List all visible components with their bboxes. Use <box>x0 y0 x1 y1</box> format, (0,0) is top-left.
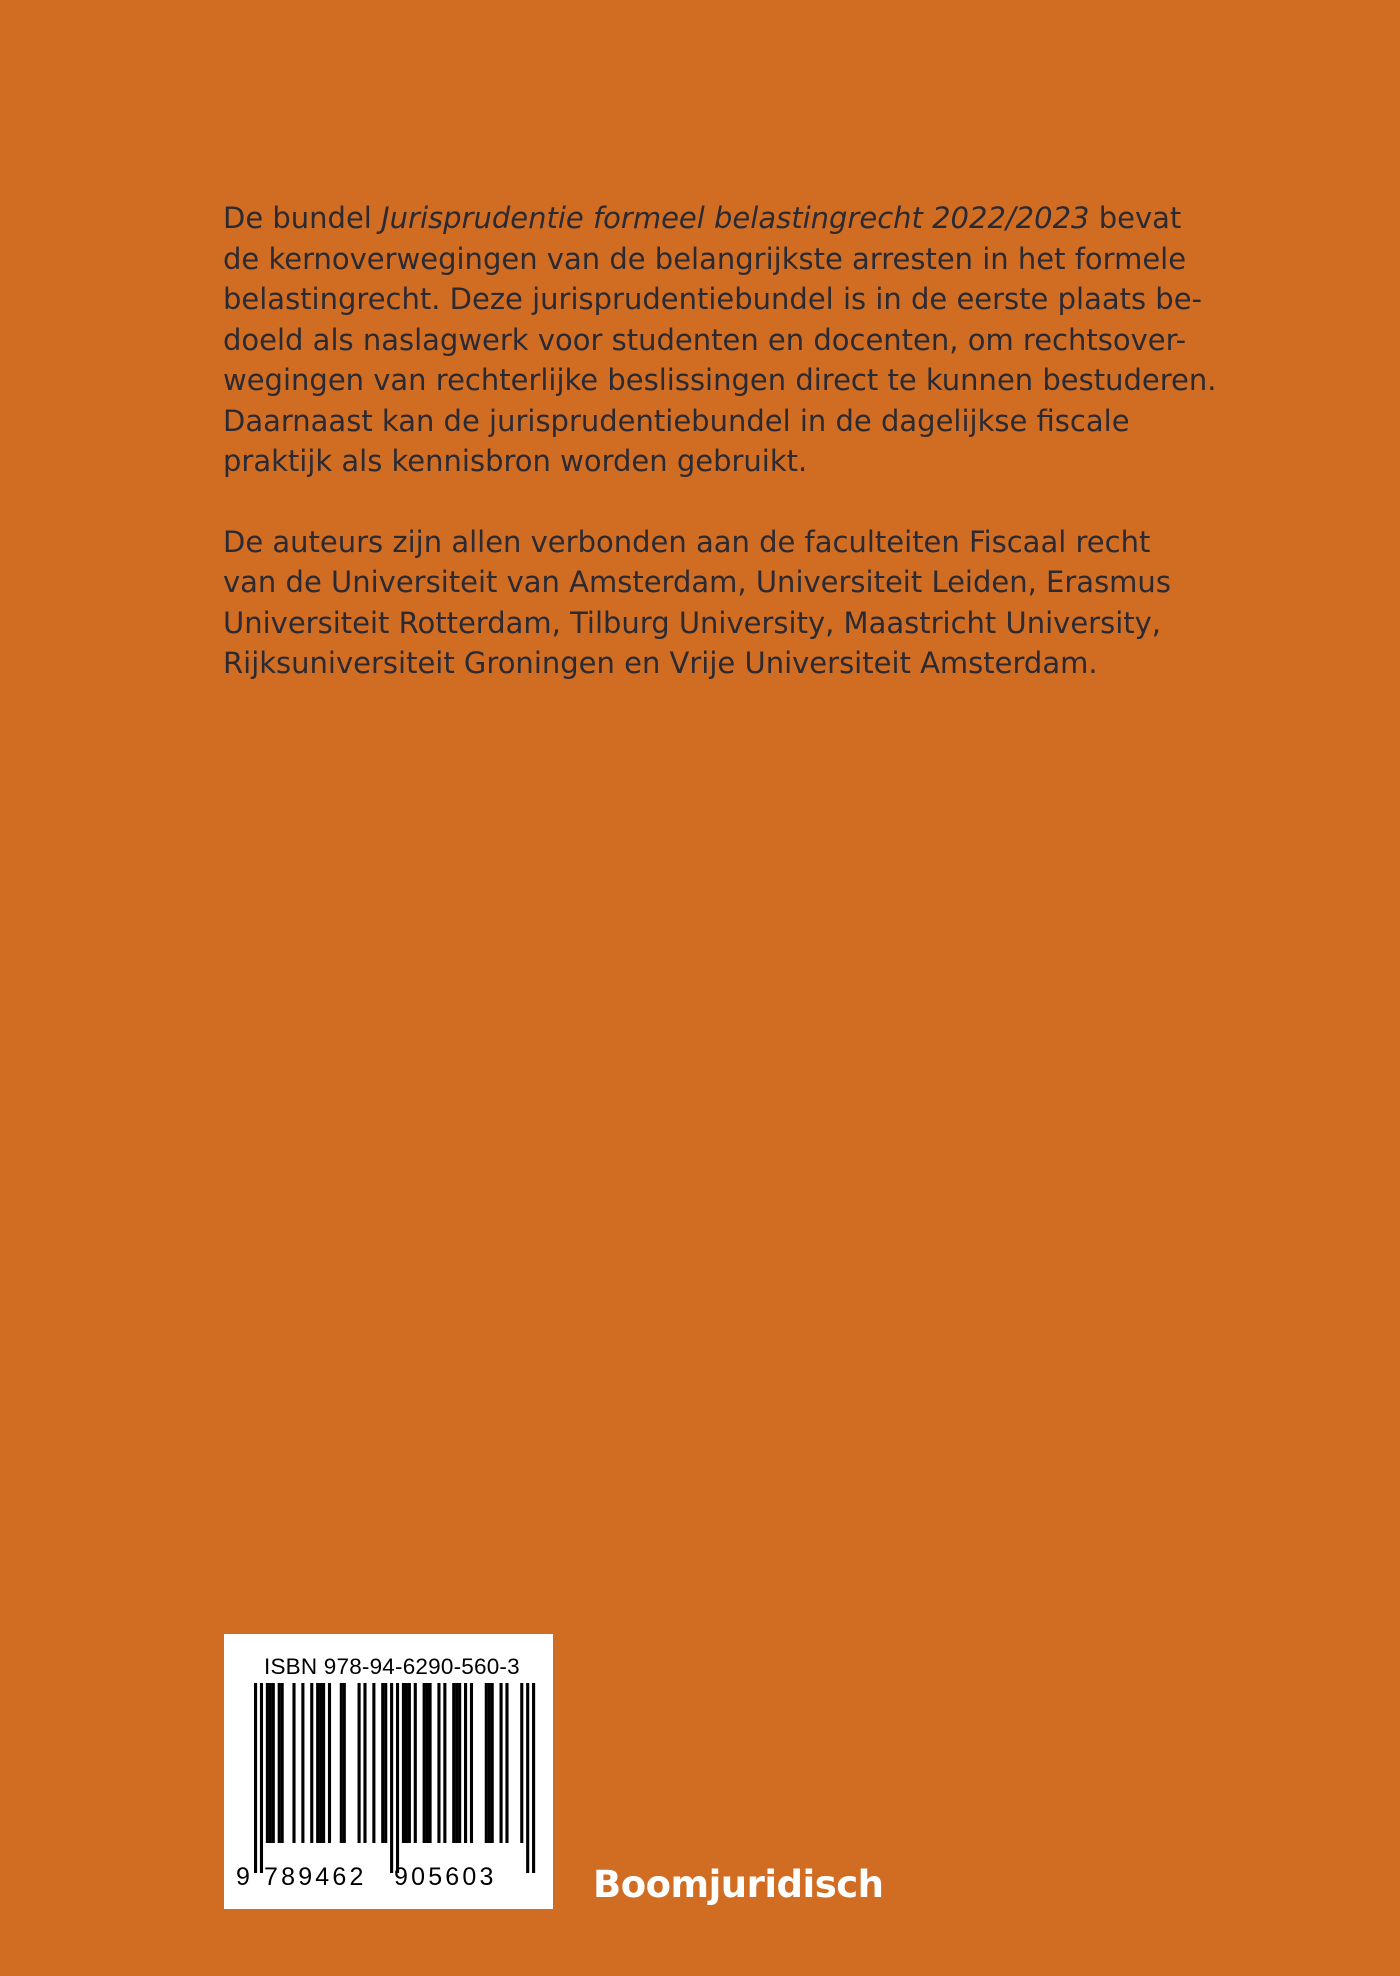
barcode-bar <box>464 1683 467 1843</box>
barcode-bar <box>328 1683 331 1843</box>
barcode-bar <box>278 1683 281 1843</box>
barcode-bar <box>272 1683 275 1843</box>
barcode-guard-bar <box>526 1683 529 1873</box>
barcode-bar <box>470 1683 473 1843</box>
barcode-bar <box>322 1683 325 1843</box>
barcode-bar <box>292 1683 295 1843</box>
isbn-label: ISBN 978-94-6290-560-3 <box>264 1654 520 1679</box>
barcode-bar <box>426 1683 429 1843</box>
barcode-bar <box>281 1683 284 1843</box>
publisher-logo: Boomjuridisch <box>593 1863 884 1906</box>
barcode-bar <box>408 1683 411 1843</box>
barcode-bar <box>301 1683 304 1843</box>
barcode-bar <box>372 1683 375 1843</box>
blurb-line: praktijk als kennisbron worden gebruikt. <box>223 444 808 478</box>
barcode-bar <box>429 1683 432 1843</box>
barcode-bar <box>452 1683 455 1843</box>
barcode-bar <box>358 1683 361 1843</box>
blurb-intro-tail: bevat <box>1089 201 1182 235</box>
barcode-bar <box>316 1683 319 1843</box>
barcode-bar <box>402 1683 405 1843</box>
barcode-bar <box>340 1683 343 1843</box>
barcode-bar <box>405 1683 408 1843</box>
barcode-bar <box>500 1683 503 1843</box>
barcode-bar <box>520 1683 523 1843</box>
barcode-bar <box>423 1683 426 1843</box>
barcode-bar <box>266 1683 269 1843</box>
barcode-bar <box>488 1683 491 1843</box>
blurb-paragraph-1 <box>223 198 1217 482</box>
blurb-intro-text: De bundel <box>223 201 382 235</box>
barcode-guard-bar <box>532 1683 535 1873</box>
barcode-bar <box>363 1683 366 1843</box>
blurb-paragraph-2 <box>223 522 1183 684</box>
blurb-line <box>223 198 1183 239</box>
barcode-bar <box>437 1683 440 1843</box>
barcode-bar <box>491 1683 494 1843</box>
barcode-guard-bar <box>260 1683 263 1873</box>
blurb-line: Daarnaast kan de jurisprudentiebundel in de dagelijkse fiscale <box>223 403 1130 438</box>
blurb-line: Rijksuniversiteit Groningen en Vrije Universiteit Amsterdam. <box>223 646 1098 680</box>
blurb-line: wegingen van rechterlijke beslissingen direct te kunnen bestuderen. <box>223 363 1217 397</box>
blurb-line: de kernoverwegingen van de belangrijkste arresten in het formele <box>223 241 1187 276</box>
barcode-bar <box>485 1683 488 1843</box>
barcode-bar <box>458 1683 461 1843</box>
barcode-bar <box>310 1683 313 1843</box>
barcode-guard-bar <box>254 1683 257 1873</box>
barcode-bar <box>343 1683 346 1843</box>
barcode-first-digit: 9 <box>236 1863 250 1891</box>
barcode-bar <box>414 1683 417 1843</box>
barcode-guard-bar <box>396 1683 399 1873</box>
blurb-line: De auteurs zijn allen verbonden aan de faculteiten Fiscaal recht <box>223 524 1151 559</box>
blurb-line: doeld als naslagwerk voor studenten en docenten, om rechtsover- <box>223 322 1187 357</box>
barcode-bar <box>384 1683 387 1843</box>
blurb-line: belastingrecht. Deze jurisprudentiebundel is in de eerste plaats be- <box>223 282 1203 316</box>
barcode-bar <box>455 1683 458 1843</box>
barcode-bar <box>319 1683 322 1843</box>
isbn-barcode <box>224 1634 553 1909</box>
barcode-left-digits: 789462 <box>264 1863 367 1891</box>
barcode-guard-bar <box>390 1683 393 1873</box>
book-title: Jurisprudentie formeel belastingrecht 2022/2023 <box>381 201 1090 235</box>
blurb-line: van de Universiteit van Amsterdam, Universiteit Leiden, Erasmus <box>223 565 1171 599</box>
back-cover-blurb <box>223 198 1217 684</box>
barcode-bar <box>269 1683 272 1843</box>
blurb-line: Universiteit Rotterdam, Tilburg University, Maastricht University, <box>223 605 1161 640</box>
barcode-bar <box>443 1683 446 1843</box>
barcode-bar <box>505 1683 508 1843</box>
barcode-bar <box>381 1683 384 1843</box>
barcode-bars <box>236 1683 541 1873</box>
barcode-right-digits: 905603 <box>394 1863 497 1891</box>
